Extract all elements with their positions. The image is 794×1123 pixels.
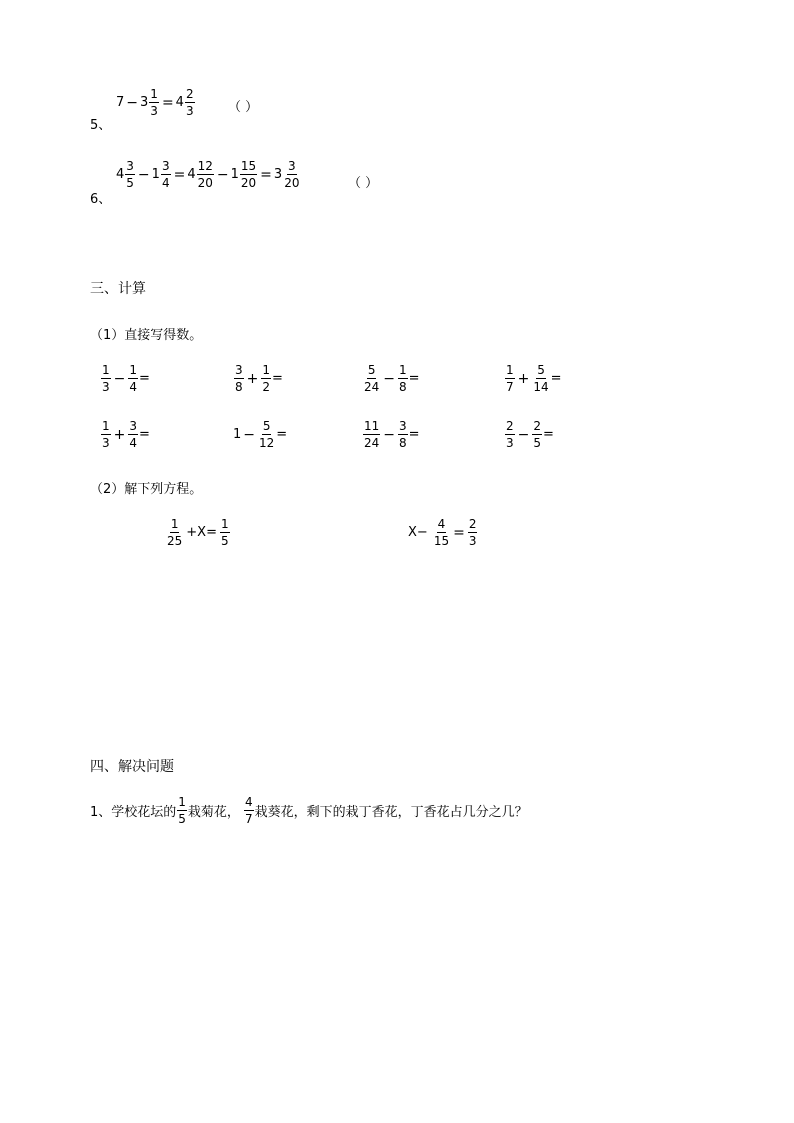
equation-1 xyxy=(165,518,231,547)
fraction xyxy=(261,364,271,393)
numerator: 3 xyxy=(235,363,243,377)
denominator: 25 xyxy=(167,534,183,548)
numerator: 2 xyxy=(468,517,477,531)
math-text: X− xyxy=(408,525,428,540)
math-text: 4 xyxy=(187,167,196,182)
denominator: 20 xyxy=(197,176,213,190)
answer-blank[interactable]: （ ） xyxy=(228,100,259,115)
whole-part: 3 xyxy=(140,95,149,110)
numerator: 4 xyxy=(244,795,253,809)
math-text: = xyxy=(408,427,420,442)
numerator: 15 xyxy=(240,159,257,173)
denominator: 7 xyxy=(506,380,514,394)
numerator: 1 xyxy=(170,517,179,531)
minus-sign: − xyxy=(137,166,150,183)
fraction xyxy=(363,420,380,449)
fraction xyxy=(240,160,257,189)
math-text: − xyxy=(383,426,396,443)
calc-item xyxy=(362,420,420,449)
fraction xyxy=(234,364,244,393)
denominator: 14 xyxy=(533,380,549,394)
numerator: 3 xyxy=(161,159,170,173)
denominator: 3 xyxy=(102,436,110,450)
numerator: 1 xyxy=(399,363,407,377)
denominator: 5 xyxy=(533,436,542,450)
calc-item xyxy=(100,364,150,393)
fraction xyxy=(149,88,159,117)
denominator: 12 xyxy=(259,436,275,450)
fraction xyxy=(101,420,111,449)
numerator: 12 xyxy=(197,159,213,173)
calc-item xyxy=(504,420,554,449)
numerator: 11 xyxy=(364,419,380,433)
math-text: − xyxy=(517,426,530,443)
denominator: 3 xyxy=(185,104,194,118)
numerator: 1 xyxy=(102,419,110,433)
math-text: +X= xyxy=(186,525,217,540)
math-text: + xyxy=(246,370,259,387)
denominator: 24 xyxy=(364,380,380,394)
calc-item xyxy=(233,420,287,449)
fraction xyxy=(505,364,515,393)
part-1-title: （1）直接写得数。 xyxy=(90,328,203,343)
math-text: 1 xyxy=(151,167,160,182)
denominator: 3 xyxy=(468,534,477,548)
numerator: 1 xyxy=(506,363,514,377)
math-text: = xyxy=(139,371,150,386)
denominator: 5 xyxy=(178,812,186,826)
math-text: = xyxy=(453,524,465,541)
math-text: − xyxy=(383,370,396,387)
denominator: 4 xyxy=(161,176,170,190)
fraction xyxy=(244,796,254,825)
fraction xyxy=(363,364,380,393)
denominator: 7 xyxy=(244,812,253,826)
section-4-title: 四、解决问题 xyxy=(90,759,174,775)
math-text: + xyxy=(517,370,530,387)
denominator: 20 xyxy=(284,176,300,190)
numerator: 5 xyxy=(262,419,271,433)
math-text: 4 xyxy=(116,167,125,182)
fraction xyxy=(161,160,171,189)
number: 7 xyxy=(116,95,125,110)
calc-item xyxy=(362,364,420,393)
numerator: 1 xyxy=(102,363,110,377)
denominator: 24 xyxy=(364,436,380,450)
math-text: 3 xyxy=(273,167,283,182)
fraction xyxy=(197,160,214,189)
numerator: 4 xyxy=(437,517,446,531)
math-text: + xyxy=(113,426,126,443)
fraction xyxy=(283,160,300,189)
denominator: 15 xyxy=(433,534,450,548)
math-text: = xyxy=(272,371,283,386)
math-text: 1、学校花坛的 xyxy=(90,805,177,820)
whole-part: 4 xyxy=(175,95,184,110)
fraction xyxy=(398,420,408,449)
calc-item xyxy=(233,364,283,393)
fraction xyxy=(505,420,515,449)
math-text: − xyxy=(113,370,126,387)
denominator: 5 xyxy=(126,176,134,190)
math-text: = xyxy=(408,371,420,386)
equals-sign: = xyxy=(161,94,174,111)
denominator: 5 xyxy=(220,534,229,548)
numerator: 1 xyxy=(129,363,138,377)
numerator: 1 xyxy=(220,517,229,531)
denominator: 20 xyxy=(240,176,257,190)
math-text: = xyxy=(543,427,554,442)
fraction xyxy=(398,364,408,393)
minus-sign: − xyxy=(216,166,229,183)
denominator: 2 xyxy=(262,380,271,394)
problem-1 xyxy=(90,796,528,825)
part-2-title: （2）解下列方程。 xyxy=(90,482,203,497)
numerator: 3 xyxy=(129,419,138,433)
calc-item xyxy=(100,420,150,449)
numerator: 1 xyxy=(262,363,271,377)
section-3-title: 三、计算 xyxy=(90,281,146,297)
denominator: 8 xyxy=(399,380,407,394)
denominator: 3 xyxy=(102,380,110,394)
numerator: 3 xyxy=(288,159,296,173)
math-text: 1 xyxy=(230,167,239,182)
math-text: 栽菊花， xyxy=(187,805,240,820)
minus-sign: − xyxy=(126,94,139,111)
item-number: 6、 xyxy=(90,192,112,207)
fraction xyxy=(128,420,138,449)
fraction xyxy=(166,518,183,547)
numerator: 2 xyxy=(533,419,542,433)
fraction xyxy=(433,518,450,547)
item-number: 5、 xyxy=(90,118,112,133)
fraction xyxy=(258,420,275,449)
math-text: = xyxy=(139,427,150,442)
answer-blank[interactable]: （ ） xyxy=(348,176,379,191)
math-text: 1 xyxy=(233,427,242,442)
fraction xyxy=(532,420,542,449)
equals-sign: = xyxy=(260,166,272,183)
math-text: − xyxy=(243,426,256,443)
denominator: 3 xyxy=(150,104,158,118)
denominator: 8 xyxy=(235,380,243,394)
fraction xyxy=(177,796,187,825)
numerator: 5 xyxy=(367,363,376,377)
fraction xyxy=(185,88,195,117)
fraction xyxy=(532,364,549,393)
fraction xyxy=(468,518,478,547)
numerator: 1 xyxy=(150,87,158,101)
equals-sign: = xyxy=(173,166,186,183)
math-text: = xyxy=(550,371,562,386)
numerator: 3 xyxy=(399,419,407,433)
math-text: = xyxy=(276,427,288,442)
fraction xyxy=(125,160,135,189)
denominator: 8 xyxy=(399,436,407,450)
denominator: 4 xyxy=(129,380,138,394)
numerator: 3 xyxy=(126,159,134,173)
item-5-expression xyxy=(116,88,196,117)
item-6-expression xyxy=(116,160,301,189)
numerator: 2 xyxy=(185,87,194,101)
fraction xyxy=(128,364,138,393)
numerator: 1 xyxy=(178,795,186,809)
numerator: 5 xyxy=(537,363,545,377)
fraction xyxy=(220,518,230,547)
numerator: 2 xyxy=(506,419,514,433)
denominator: 4 xyxy=(129,436,138,450)
denominator: 3 xyxy=(506,436,514,450)
math-text: 栽葵花，剩下的栽丁香花，丁香花占几分之几？ xyxy=(254,805,528,820)
equation-2 xyxy=(408,518,478,547)
calc-item xyxy=(504,364,562,393)
fraction xyxy=(101,364,111,393)
